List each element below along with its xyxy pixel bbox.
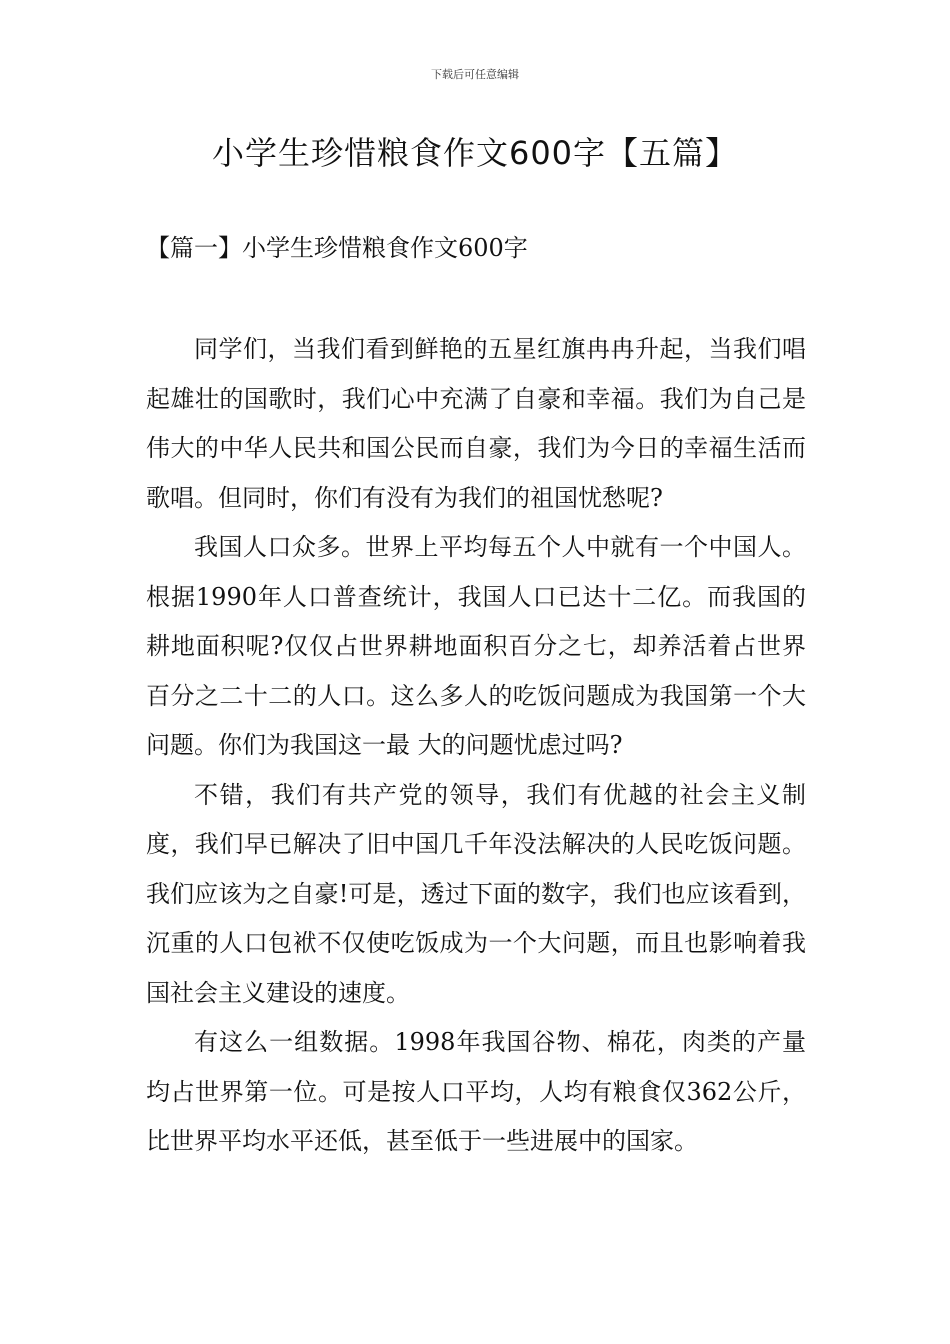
paragraph: 同学们，当我们看到鲜艳的五星红旗冉冉升起，当我们唱起雄壮的国歌时，我们心中充满了自豪和幸福。我们为自己是伟大的中华人民共和国公民而自豪，我们为今日的幸福生活而歌唱。但同时，你们有没有为我们的祖国忧愁呢? bbox=[146, 335, 806, 512]
header-note: 下载后可任意编辑 bbox=[431, 68, 519, 81]
document-title: 小学生珍惜粮食作文600字【五篇】 bbox=[211, 134, 739, 172]
paragraph: 不错，我们有共产党的领导，我们有优越的社会主义制度，我们早已解决了旧中国几千年没法解决的人民吃饭问题。我们应该为之自豪!可是，透过下面的数字，我们也应该看到，沉重的人口包袱不仅使吃饭成为一个大问题，而且也影响着我国社会主义建设的速度。 bbox=[146, 780, 806, 1007]
section-heading: 【篇一】小学生珍惜粮食作文600字 bbox=[146, 234, 528, 262]
paragraph: 我国人口众多。世界上平均每五个人中就有一个中国人。根据1990年人口普查统计，我国人口已达十二亿。而我国的耕地面积呢?仅仅占世界耕地面积百分之七，却养活着占世界百分之二十二的人口。这么多人的吃饭问题成为我国第一个大问题。你们为我国这一最 大的问题忧虑过吗? bbox=[146, 533, 806, 759]
article-body bbox=[146, 325, 806, 1167]
paragraph: 有这么一组数据。1998年我国谷物、棉花，肉类的产量均占世界第一位。可是按人口平均，人均有粮食仅362公斤，比世界平均水平还低，甚至低于一些进展中的国家。 bbox=[146, 1028, 806, 1155]
